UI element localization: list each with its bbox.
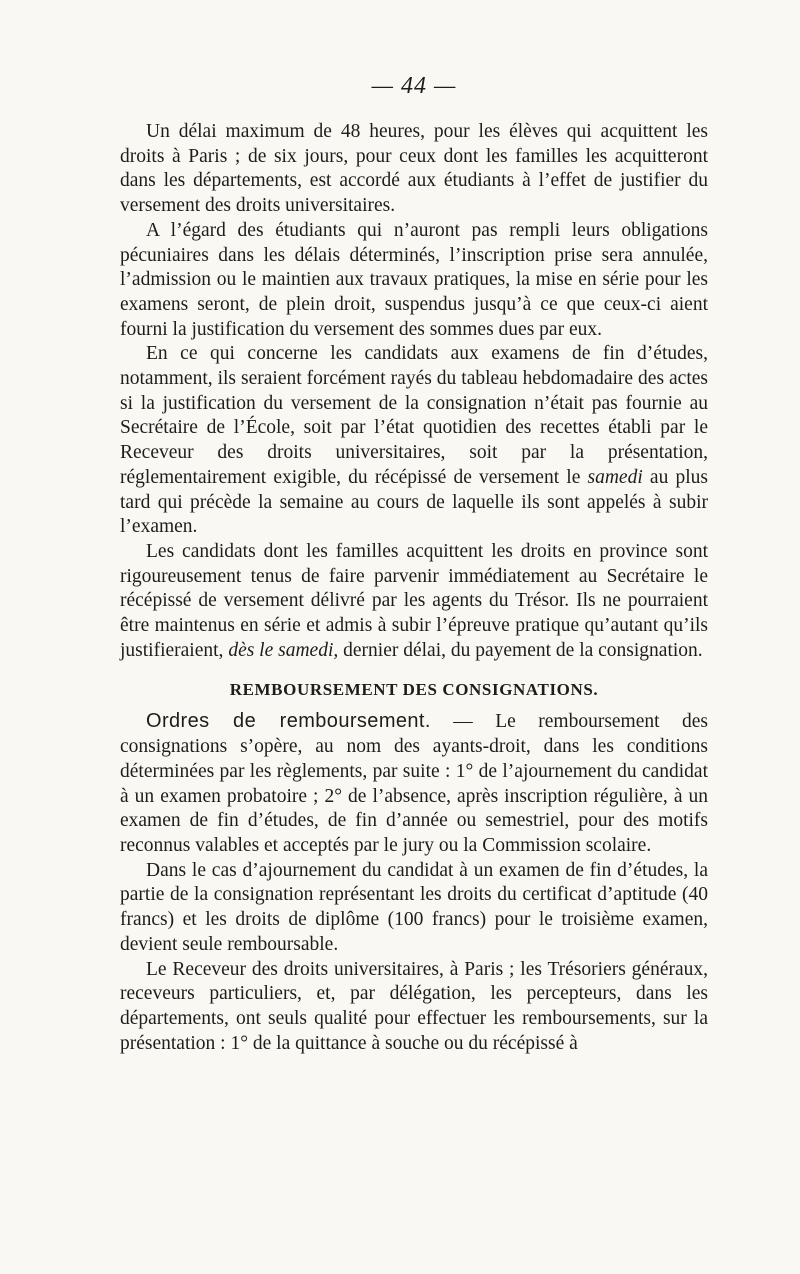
paragraph-candidats-examens-text-a: En ce qui concerne les candidats aux examens de fin d’études, notamment, ils seraient forcément rayés du tableau hebdomadaire des actes si la justification du versement de la consignation n’était pas fournie au Secrétaire de l’École, soit par l’état quotidien des recettes établi par le Receveur des droits universitaires, soit par la présentation, réglementairement exigible, du récépissé de versement le bbox=[120, 343, 708, 488]
paragraph-receveur: Le Receveur des droits universitaires, à Paris ; les Trésoriers généraux, receveurs particuliers, et, par délégation, les percepteurs, dans les départements, ont seuls qualité pour effectuer les remboursements, sur la présentation : 1° de la quittance à souche ou du récépissé à bbox=[120, 958, 708, 1054]
document-page bbox=[120, 72, 708, 1056]
paragraph-candidats-province-text-b: dernier délai, du payement de la consignation. bbox=[338, 639, 703, 661]
paragraph-delai: Un délai maximum de 48 heures, pour les élèves qui acquittent les droits à Paris ; de six jours, pour ceux dont les familles les acquitteront dans les départements, est accordé aux étudiants à l’effet de justifier du versement des droits universitaires. bbox=[120, 121, 708, 217]
emphasis-samedi: samedi bbox=[587, 466, 643, 488]
emphasis-des-le-samedi: dès le samedi, bbox=[228, 639, 339, 661]
paragraph-ajournement: Dans le cas d’ajournement du candidat à un examen de fin d’études, la partie de la consignation représentant les droits du certificat d’aptitude (40 francs) et les droits de diplôme (100 francs) pour le troisième examen, devient seule remboursable. bbox=[120, 859, 708, 955]
section-title: REMBOURSEMENT DES CONSIGNATIONS. bbox=[229, 680, 599, 700]
paragraph-ordres-remboursement-text: — Le remboursement des consignations s’opère, au nom des ayants-droit, dans les conditions déterminées par les règlements, par suite : 1° de l’ajournement du candidat à un examen probatoire ; 2° de l’absence, après inscription régulière, à un examen de fin d’études, de fin d’année ou semestriel, pour des motifs reconnus valables et acceptés par le jury ou la Commission scolaire. bbox=[120, 711, 708, 856]
paragraph-candidats-province-text-a: Les candidats dont les familles acquittent les droits en province sont rigoureusement tenus de faire parvenir immédiatement au Secrétaire le récépissé de versement délivré par les agents du Trésor. Ils ne pourraient être maintenus en série et admis à subir l’épreuve pratique qu’autant qu’ils justifieraient, bbox=[120, 540, 708, 661]
run-in-heading: Ordres de remboursement. bbox=[146, 710, 431, 733]
paragraph-ordres-remboursement bbox=[120, 709, 708, 858]
paragraph-candidats-province bbox=[120, 540, 708, 664]
page-number: — 44 — bbox=[371, 73, 457, 99]
paragraph-candidats-examens bbox=[120, 342, 708, 540]
paragraph-obligations: A l’égard des étudiants qui n’auront pas rempli leurs obligations pécuniaires dans les délais déterminés, l’inscription prise sera annulée, l’admission ou le maintien aux travaux pratiques, la mise en série pour les examens seront, de plein droit, suspendus jusqu’à ce que ceux-ci aient fourni la justification du versement des sommes dues par eux. bbox=[120, 219, 708, 340]
paragraph-candidats-examens-text-b: au plus tard qui précède la semaine au cours de laquelle ils sont appelés à subir l’examen. bbox=[120, 466, 708, 538]
